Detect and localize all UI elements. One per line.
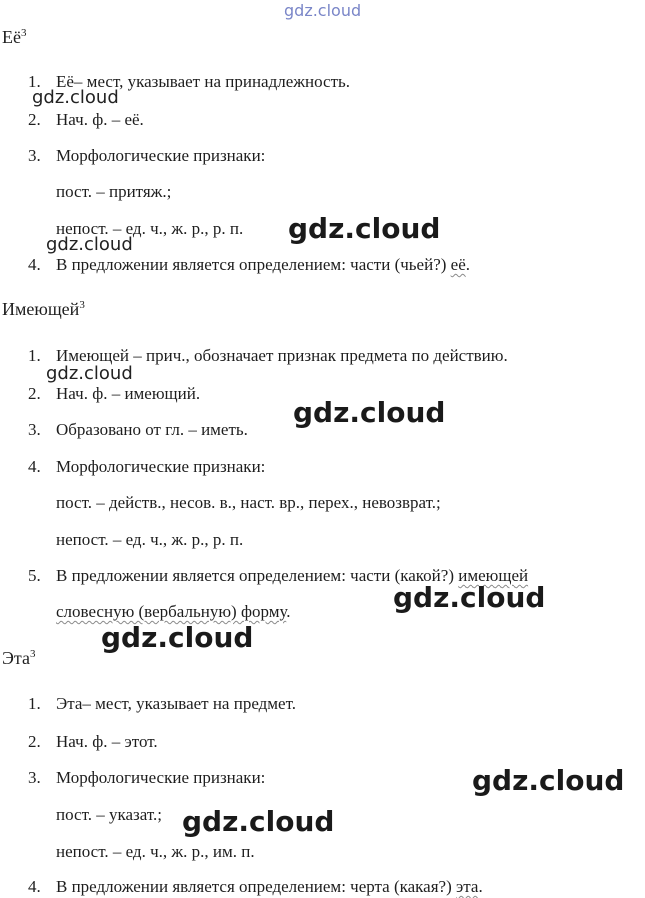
item-text: непост. – ед. ч., ж. р., р. п.	[56, 219, 244, 238]
heading-word: Эта	[2, 648, 30, 668]
item-text: Нач. ф. – имеющий.	[56, 384, 201, 403]
watermark: gdz.cloud	[101, 621, 254, 654]
item-number: 4.	[28, 255, 41, 274]
item-number: 3.	[28, 146, 41, 165]
watermark: gdz.cloud	[393, 581, 546, 614]
watermark: gdz.cloud	[46, 363, 133, 384]
underlined-phrase: словесную (вербальную) форму	[56, 602, 287, 621]
watermark: gdz.cloud	[46, 234, 133, 255]
item-number: 1.	[28, 694, 41, 713]
item-text: Морфологические признаки:	[56, 457, 266, 476]
underlined-word: её	[450, 255, 466, 274]
item-text: непост. – ед. ч., ж. р., р. п.	[56, 530, 244, 549]
item-number: 3.	[28, 768, 41, 787]
item-number: 1.	[28, 72, 41, 91]
item-text: непост. – ед. ч., ж. р., им. п.	[56, 842, 255, 861]
section-heading-2	[2, 300, 85, 318]
item-number: 3.	[28, 420, 41, 439]
item-text: Её– мест, указывает на принадлежность.	[56, 72, 351, 91]
heading-superscript: 3	[29, 648, 36, 660]
heading-superscript: 3	[79, 299, 85, 311]
item-text: Морфологические признаки:	[56, 146, 266, 165]
item-text-plain: В предложении является определением: черта (какая?)	[56, 877, 456, 896]
item-text: Образовано от гл. – иметь.	[56, 420, 248, 439]
watermark: gdz.cloud	[288, 212, 441, 245]
item-text: Имеющей – прич., обозначает признак предмета по действию.	[56, 346, 508, 365]
section-heading-1	[2, 28, 26, 46]
item-text-end: .	[478, 877, 483, 896]
item-text: пост. – действ., несов. в., наст. вр., перех., невозврат.;	[56, 493, 441, 512]
item-number: 2.	[28, 110, 41, 129]
item-text-plain: В предложении является определением: части (чьей?)	[56, 255, 451, 274]
item-text	[56, 256, 470, 273]
watermark: gdz.cloud	[182, 805, 335, 838]
item-number: 2.	[28, 732, 41, 751]
item-text-end: .	[286, 602, 291, 621]
item-number: 5.	[28, 566, 41, 585]
item-text: пост. – указат.;	[56, 805, 162, 824]
underlined-word: эта	[456, 877, 479, 896]
heading-word: Имеющей	[2, 299, 80, 319]
heading-word: Её	[2, 27, 21, 47]
top-watermark: gdz.cloud	[284, 1, 362, 20]
item-text-end: .	[465, 255, 470, 274]
item-number: 4.	[28, 457, 41, 476]
item-text: пост. – притяж.;	[56, 182, 172, 201]
item-text: Нач. ф. – этот.	[56, 732, 158, 751]
section-heading-3	[2, 649, 35, 667]
item-text	[56, 878, 483, 895]
item-number: 1.	[28, 346, 41, 365]
watermark: gdz.cloud	[32, 87, 119, 108]
watermark: gdz.cloud	[472, 764, 625, 797]
item-text: Эта– мест, указывает на предмет.	[56, 694, 297, 713]
watermark: gdz.cloud	[293, 396, 446, 429]
item-text: Морфологические признаки:	[56, 768, 266, 787]
item-text-plain: В предложении является определением: части (какой?)	[56, 566, 459, 585]
item-text	[56, 603, 291, 620]
underlined-word: имеющей	[458, 566, 529, 585]
item-text: Нач. ф. – её.	[56, 110, 144, 129]
item-number: 2.	[28, 384, 41, 403]
heading-superscript: 3	[20, 27, 27, 39]
item-number: 4.	[28, 877, 41, 896]
